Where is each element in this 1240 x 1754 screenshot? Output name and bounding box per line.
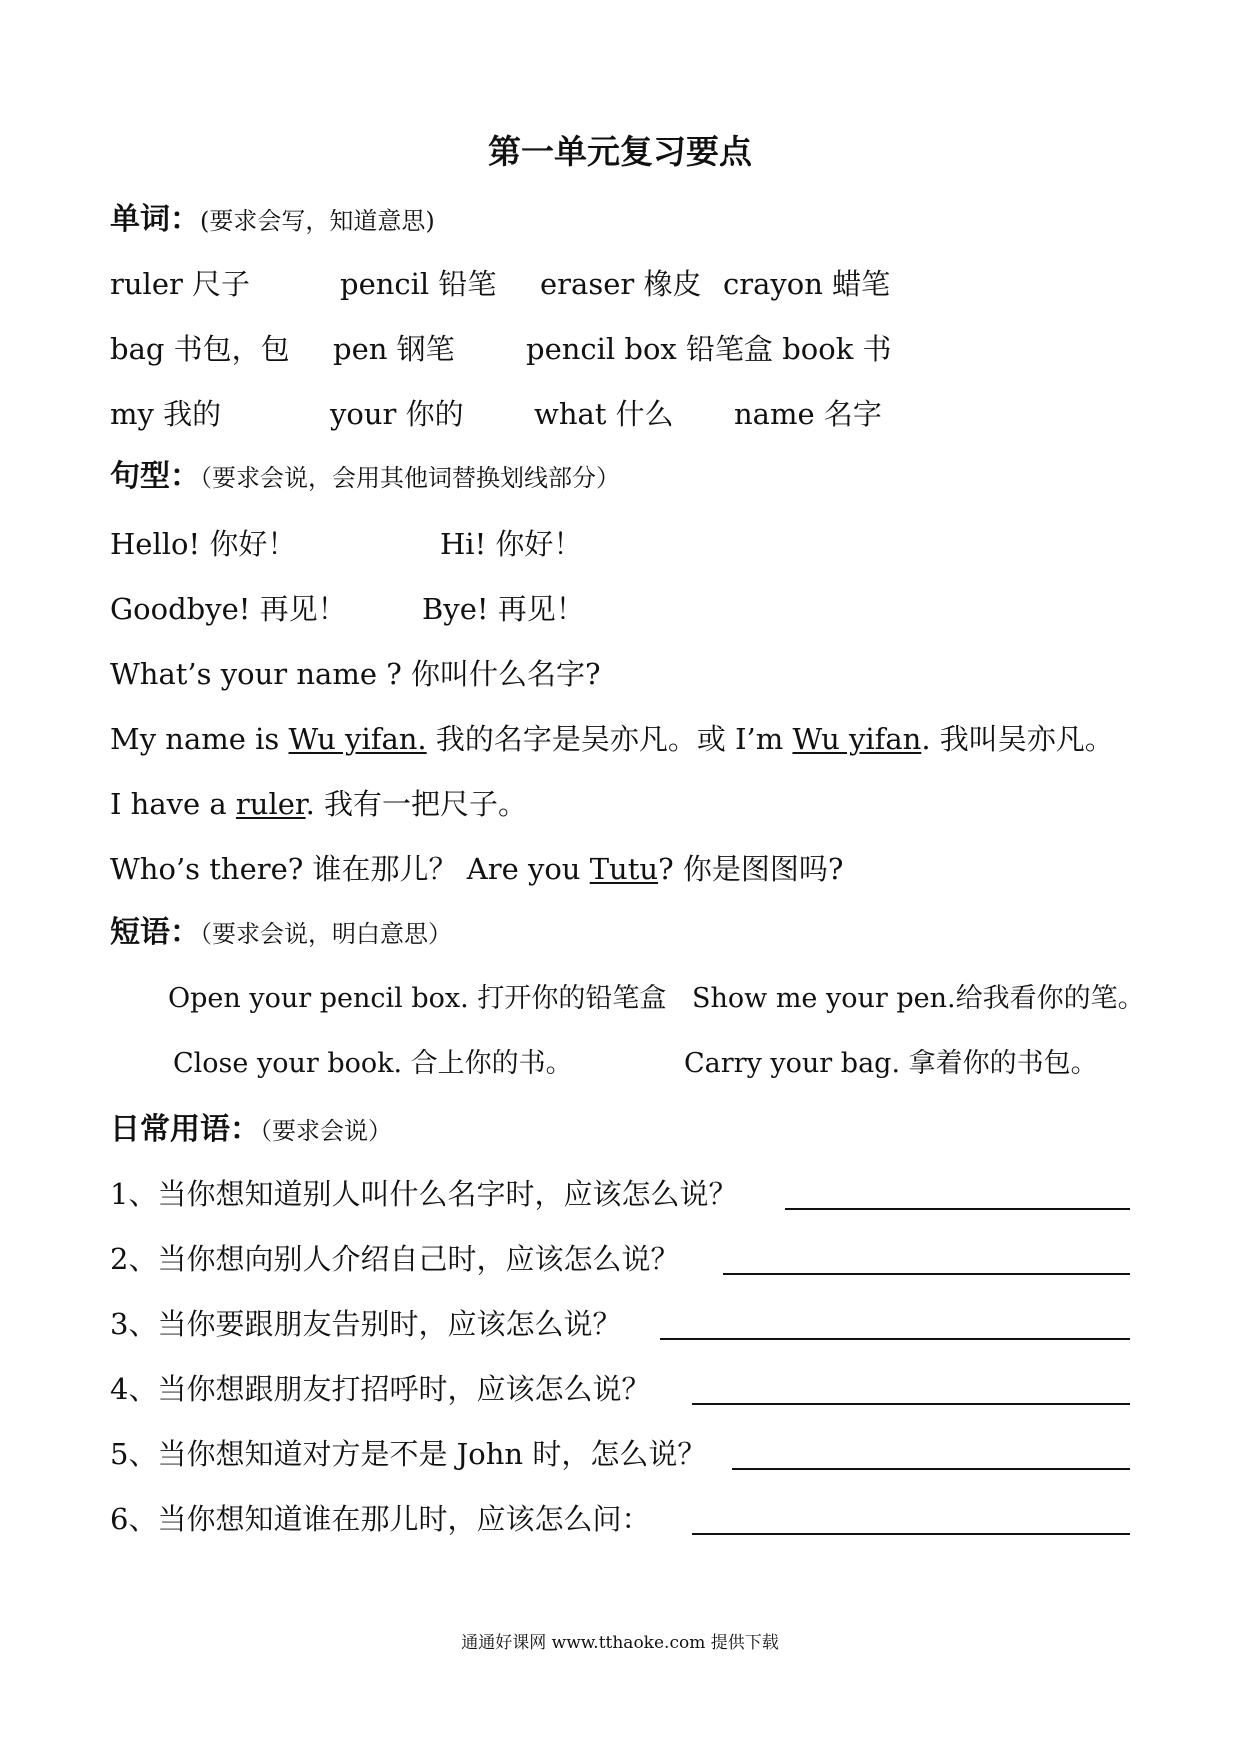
sentence-goodbye: Goodbye! 再见！: [110, 592, 347, 626]
underlined-word: Tutu: [589, 852, 659, 886]
words-note: (要求会写，知道意思): [200, 207, 435, 235]
answer-blank-1[interactable]: [785, 1208, 1130, 1210]
words-heading: 单词：: [110, 202, 200, 237]
word-item: pencil box 铅笔盒 book 书: [526, 332, 892, 366]
answer-blank-6[interactable]: [692, 1533, 1130, 1535]
sentence-bye: Bye! 再见！: [422, 592, 585, 626]
sentence-text: My name is: [110, 722, 289, 756]
sentence-hi: Hi! 你好！: [440, 527, 583, 561]
word-item: pencil 铅笔: [340, 267, 497, 301]
word-item: crayon 蜡笔: [723, 267, 891, 301]
question-3: 3、当你要跟朋友告别时，应该怎么说？: [110, 1307, 622, 1341]
answer-blank-4[interactable]: [692, 1403, 1130, 1405]
answer-blank-2[interactable]: [723, 1273, 1130, 1275]
page-title: 第一单元复习要点: [488, 132, 752, 171]
phrase-item: Show me your pen.给我看你的笔。: [692, 983, 1145, 1014]
word-item: eraser 橡皮: [540, 267, 702, 301]
sentences-heading: 句型：: [110, 459, 200, 494]
underlined-word: Wu yifan.: [288, 722, 427, 756]
sentence-have: [110, 787, 528, 821]
answer-blank-5[interactable]: [732, 1468, 1130, 1470]
question-5: 5、当你想知道对方是不是 John 时，怎么说？: [110, 1437, 707, 1471]
sentence-my-name: [110, 722, 1114, 756]
sentence-text: . 我有一把尺子。: [305, 787, 528, 821]
word-item: name 名字: [734, 397, 882, 431]
sentence-whats-name: What’s your name ? 你叫什么名字?: [110, 657, 601, 691]
sentence-text: 我的名字是吴亦凡。或 I’m: [426, 722, 793, 756]
phrases-note: （要求会说，明白意思）: [200, 920, 452, 948]
page-footer: 通通好课网 www.tthaoke.com 提供下载: [461, 1633, 779, 1653]
word-item: pen 钢笔: [333, 332, 455, 366]
question-4: 4、当你想跟朋友打招呼时，应该怎么说？: [110, 1372, 651, 1406]
question-2: 2、当你想向别人介绍自己时，应该怎么说？: [110, 1242, 680, 1276]
sentences-note: （要求会说，会用其他词替换划线部分）: [200, 464, 620, 492]
sentences-heading-line: [110, 459, 620, 494]
sentence-hello: Hello! 你好！: [110, 527, 297, 561]
sentence-text: I have a: [110, 787, 236, 821]
sentence-text: Who’s there? 谁在那儿？ Are you: [110, 852, 590, 886]
daily-note: （要求会说）: [260, 1117, 392, 1145]
daily-heading: 日常用语：: [110, 1112, 260, 1147]
sentence-who: [110, 852, 844, 886]
phrases-heading-line: [110, 915, 452, 950]
underlined-word: Wu yifan: [792, 722, 922, 756]
phrases-heading: 短语：: [110, 915, 200, 950]
answer-blank-3[interactable]: [660, 1338, 1130, 1340]
phrase-item: Carry your bag. 拿着你的书包。: [684, 1048, 1098, 1079]
question-6: 6、当你想知道谁在那儿时，应该怎么问：: [110, 1502, 651, 1536]
word-item: your 你的: [330, 397, 464, 431]
phrase-item: Close your book. 合上你的书。: [173, 1048, 573, 1079]
word-item: my 我的: [110, 397, 222, 431]
word-item: bag 书包，包: [110, 332, 290, 366]
word-item: ruler 尺子: [110, 267, 251, 301]
question-1: 1、当你想知道别人叫什么名字时，应该怎么说？: [110, 1177, 738, 1211]
words-heading-line: [110, 202, 435, 237]
underlined-word: ruler: [235, 787, 306, 821]
daily-heading-line: [110, 1112, 392, 1147]
sentence-text: . 我叫吴亦凡。: [921, 722, 1114, 756]
phrase-item: Open your pencil box. 打开你的铅笔盒: [168, 983, 667, 1014]
sentence-text: ? 你是图图吗?: [658, 852, 844, 886]
word-item: what 什么: [534, 397, 674, 431]
